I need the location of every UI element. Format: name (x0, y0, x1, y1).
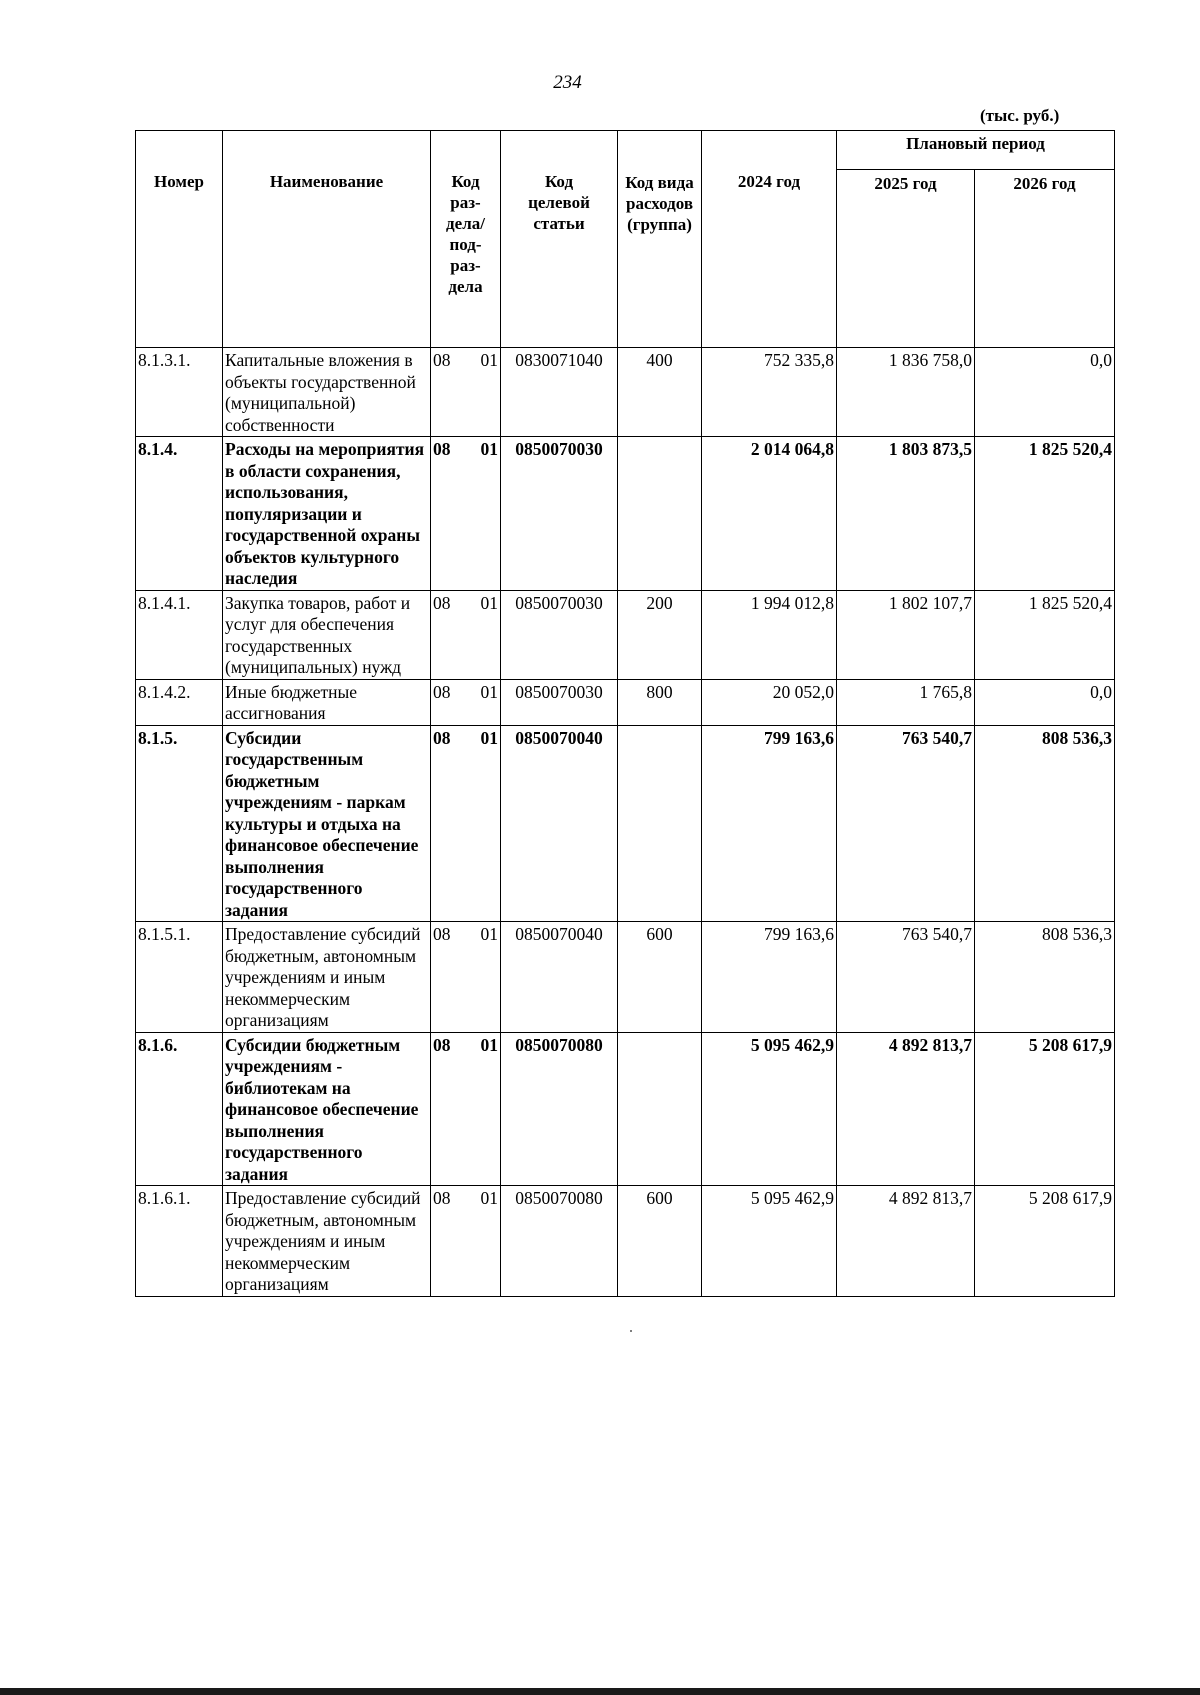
header-target-code: Код целевой статьи (501, 131, 618, 348)
row-section: 08 01 (431, 679, 501, 725)
row-section: 08 01 (431, 348, 501, 437)
row-2026: 1 825 520,4 (975, 437, 1115, 591)
table-row (136, 922, 1115, 1033)
row-target-code: 0850070030 (501, 679, 618, 725)
row-2026: 0,0 (975, 679, 1115, 725)
row-number: 8.1.3.1. (136, 348, 223, 437)
row-target-code: 0850070030 (501, 437, 618, 591)
row-2025: 1 765,8 (837, 679, 975, 725)
page-number: 234 (553, 72, 582, 93)
table-row (136, 725, 1115, 922)
row-target-code: 0850070030 (501, 590, 618, 679)
row-2024: 5 095 462,9 (702, 1186, 837, 1297)
row-number: 8.1.5. (136, 725, 223, 922)
table-row (136, 679, 1115, 725)
row-name: Иные бюджетные ассигнования (223, 679, 431, 725)
row-section: 08 01 (431, 437, 501, 591)
header-2025: 2025 год (837, 170, 975, 348)
row-2024: 799 163,6 (702, 922, 837, 1033)
scan-speck (630, 1330, 632, 1332)
header-planned-period: Плановый период (837, 131, 1115, 170)
row-target-code: 0830071040 (501, 348, 618, 437)
row-2025: 763 540,7 (837, 922, 975, 1033)
table-body (136, 348, 1115, 1297)
header-name: Наименование (223, 131, 431, 348)
row-section: 08 01 (431, 1186, 501, 1297)
header-number: Номер (136, 131, 223, 348)
row-target-code: 0850070080 (501, 1186, 618, 1297)
row-name: Закупка товаров, работ и услуг для обеспечения государственных (муниципальных) нужд (223, 590, 431, 679)
row-target-code: 0850070040 (501, 725, 618, 922)
row-expense-code (618, 1032, 702, 1186)
row-name: Капитальные вложения в объекты государственной (муниципальной) собственности (223, 348, 431, 437)
row-2026: 808 536,3 (975, 922, 1115, 1033)
header-section-code: Код раз- дела/ под- раз- дела (431, 131, 501, 348)
row-2025: 763 540,7 (837, 725, 975, 922)
row-2026: 5 208 617,9 (975, 1032, 1115, 1186)
table-header (136, 131, 1115, 348)
header-expense-code: Код вида расходов (группа) (618, 131, 702, 348)
row-2026: 808 536,3 (975, 725, 1115, 922)
row-section: 08 01 (431, 590, 501, 679)
row-2024: 799 163,6 (702, 725, 837, 922)
row-target-code: 0850070080 (501, 1032, 618, 1186)
row-section: 08 01 (431, 725, 501, 922)
row-expense-code: 400 (618, 348, 702, 437)
row-number: 8.1.5.1. (136, 922, 223, 1033)
row-section: 08 01 (431, 922, 501, 1033)
row-number: 8.1.6.1. (136, 1186, 223, 1297)
row-2026: 5 208 617,9 (975, 1186, 1115, 1297)
row-2025: 1 836 758,0 (837, 348, 975, 437)
row-2024: 1 994 012,8 (702, 590, 837, 679)
row-section: 08 01 (431, 1032, 501, 1186)
table-row (136, 590, 1115, 679)
row-target-code: 0850070040 (501, 922, 618, 1033)
row-number: 8.1.6. (136, 1032, 223, 1186)
row-2026: 1 825 520,4 (975, 590, 1115, 679)
row-2024: 20 052,0 (702, 679, 837, 725)
header-2026: 2026 год (975, 170, 1115, 348)
table-row (136, 1186, 1115, 1297)
row-2025: 4 892 813,7 (837, 1186, 975, 1297)
row-2026: 0,0 (975, 348, 1115, 437)
row-expense-code (618, 725, 702, 922)
row-number: 8.1.4. (136, 437, 223, 591)
table-row (136, 1032, 1115, 1186)
table-row (136, 437, 1115, 591)
row-name: Предоставление субсидий бюджетным, автономным учреждениям и иным некоммерческим организациям (223, 1186, 431, 1297)
units-label: (тыс. руб.) (980, 106, 1060, 125)
row-name: Субсидии бюджетным учреждениям - библиотекам на финансовое обеспечение выполнения государственного задания (223, 1032, 431, 1186)
row-number: 8.1.4.1. (136, 590, 223, 679)
row-2025: 4 892 813,7 (837, 1032, 975, 1186)
row-number: 8.1.4.2. (136, 679, 223, 725)
row-expense-code (618, 437, 702, 591)
row-expense-code: 800 (618, 679, 702, 725)
budget-table (135, 130, 1115, 1297)
row-expense-code: 200 (618, 590, 702, 679)
row-expense-code: 600 (618, 922, 702, 1033)
header-2024: 2024 год (702, 131, 837, 348)
row-name: Субсидии государственным бюджетным учреждениям - паркам культуры и отдыха на финансовое обеспечение выполнения государственного задания (223, 725, 431, 922)
row-2024: 5 095 462,9 (702, 1032, 837, 1186)
table-row (136, 348, 1115, 437)
row-name: Предоставление субсидий бюджетным, автономным учреждениям и иным некоммерческим организациям (223, 922, 431, 1033)
row-2025: 1 802 107,7 (837, 590, 975, 679)
row-2025: 1 803 873,5 (837, 437, 975, 591)
scan-edge (0, 1688, 1200, 1695)
row-expense-code: 600 (618, 1186, 702, 1297)
row-name: Расходы на мероприятия в области сохранения, использования, популяризации и государственной охраны объектов культурного наследия (223, 437, 431, 591)
row-2024: 752 335,8 (702, 348, 837, 437)
row-2024: 2 014 064,8 (702, 437, 837, 591)
